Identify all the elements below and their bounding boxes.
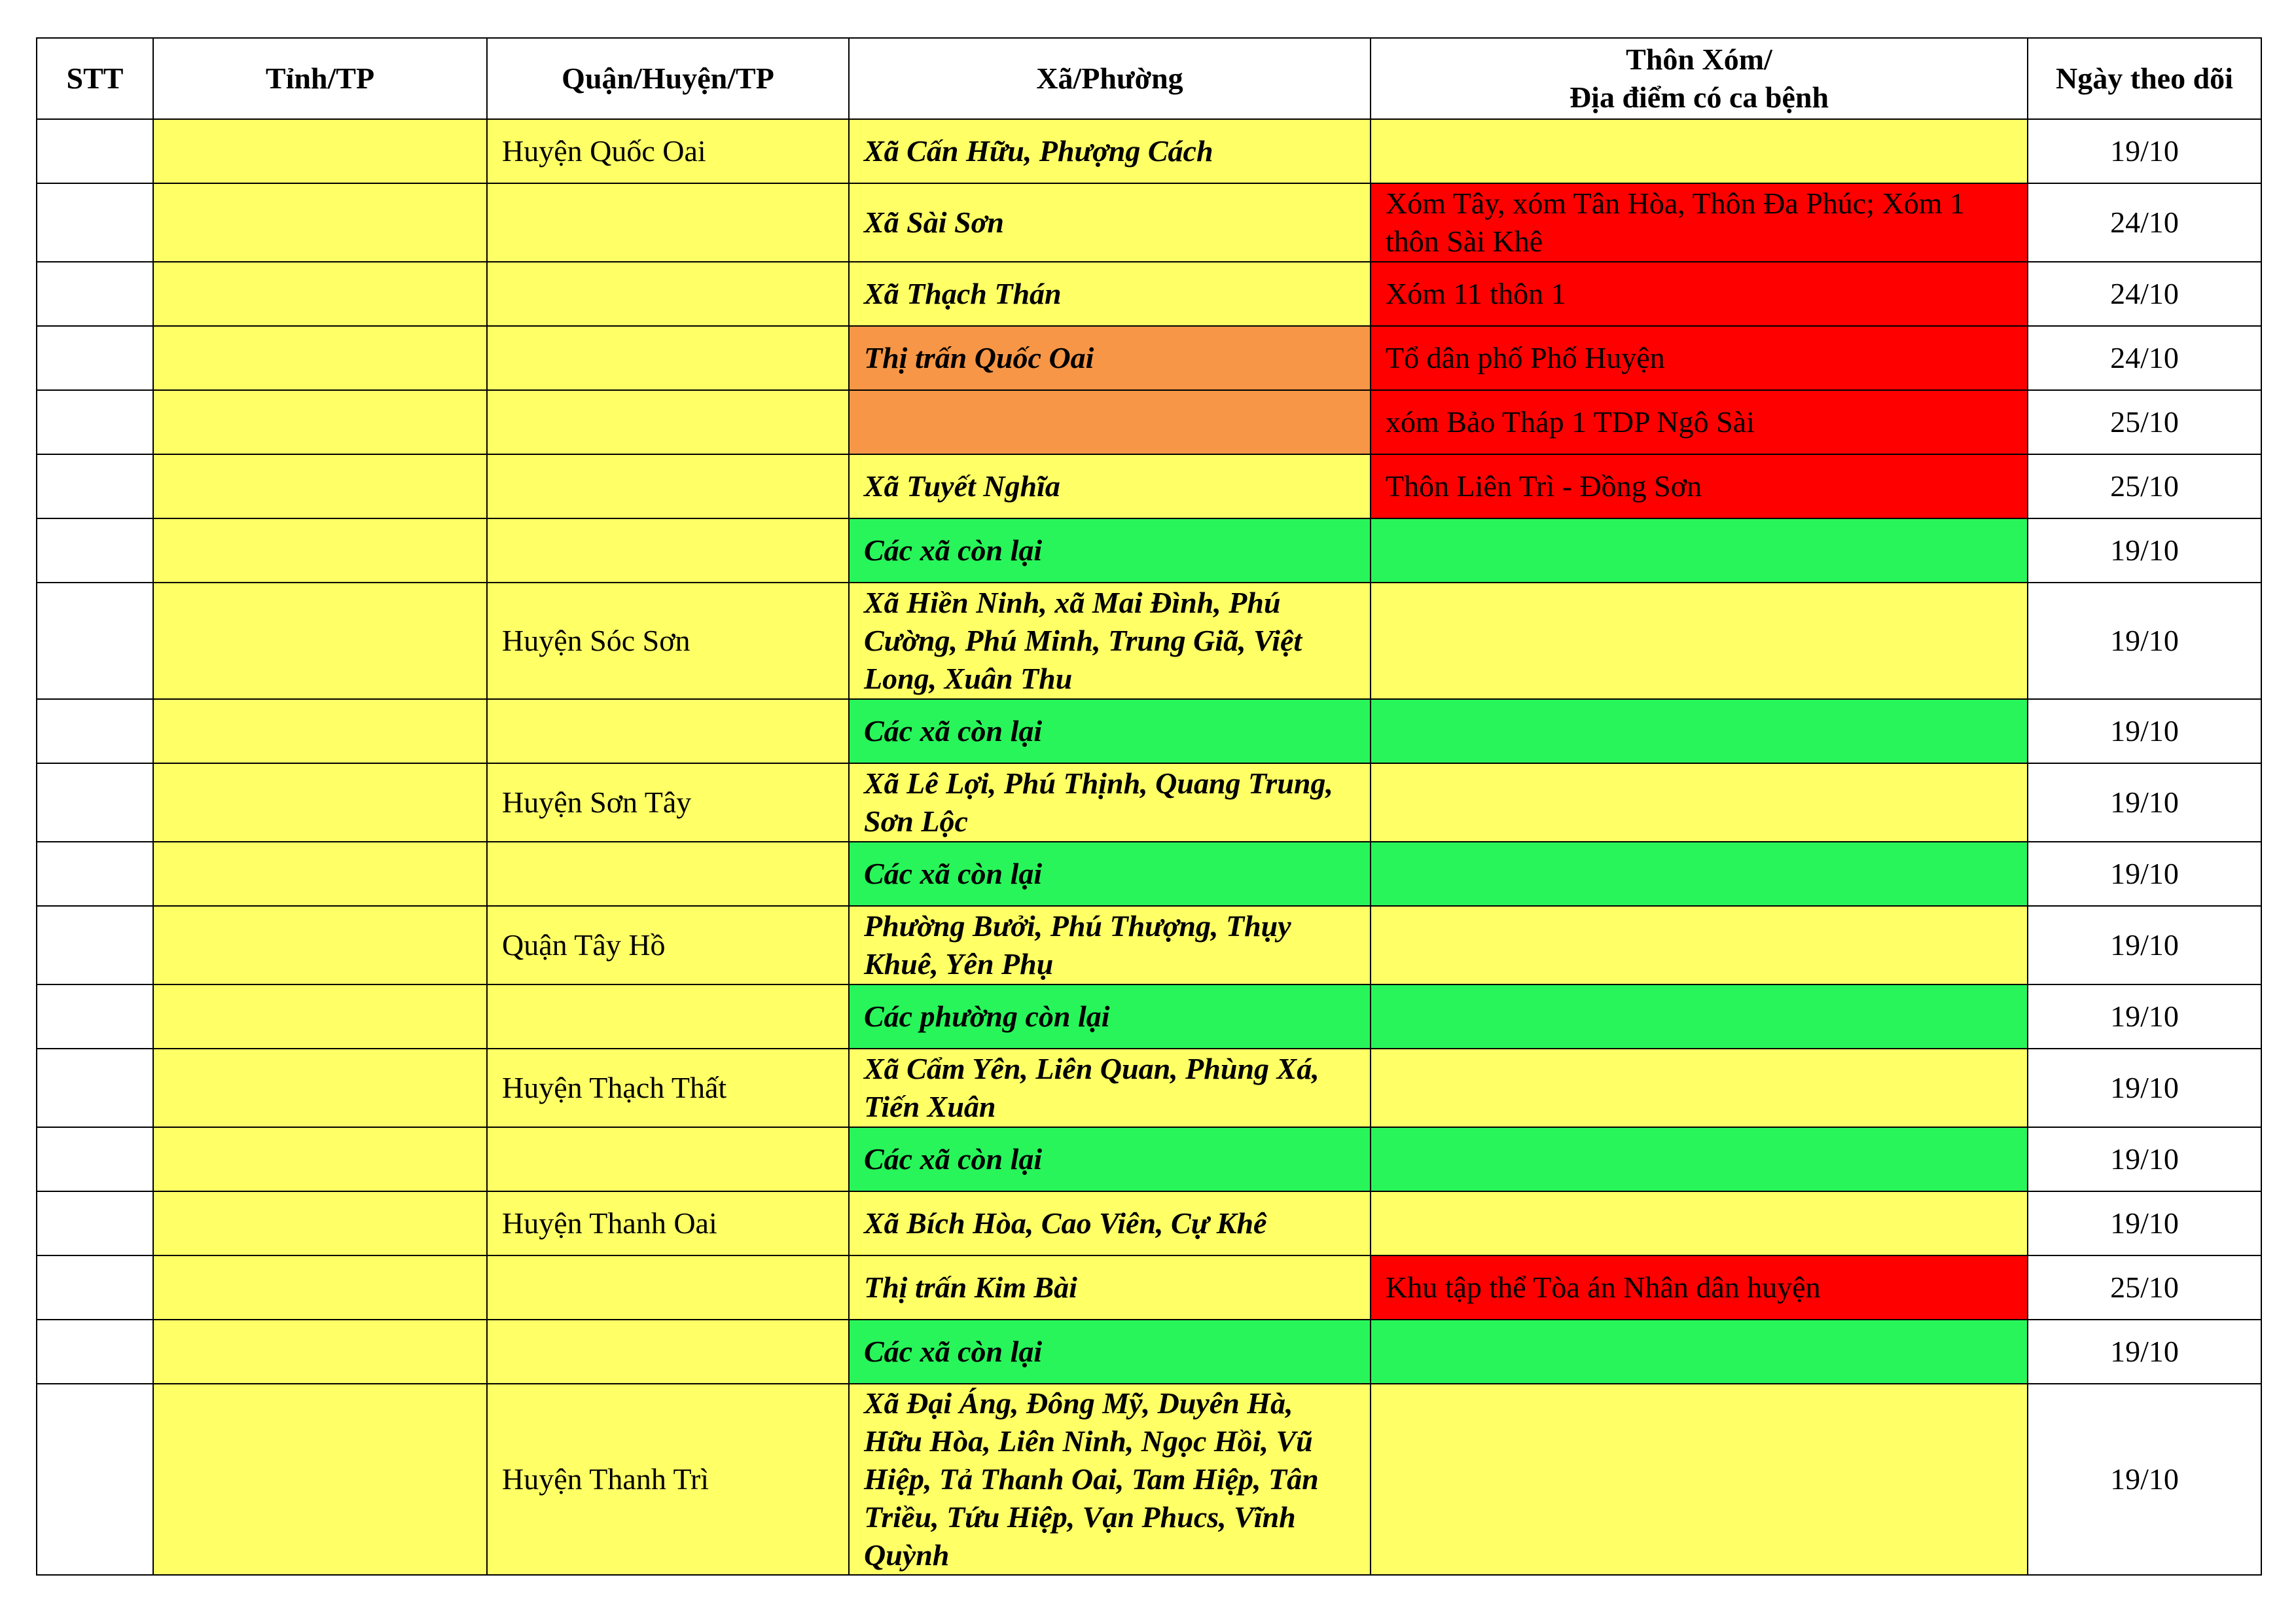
cell-tinh — [153, 1255, 487, 1320]
table-row — [37, 326, 2261, 390]
cell-thon — [1371, 763, 2028, 842]
table-row — [37, 1384, 2261, 1575]
cell-xa: Xã Thạch Thán — [849, 262, 1371, 326]
cell-stt — [37, 699, 153, 763]
cell-thon — [1371, 906, 2028, 984]
cell-stt — [37, 842, 153, 906]
cell-quan: Huyện Thanh Oai — [487, 1191, 849, 1255]
header-thon — [1371, 38, 2028, 119]
cell-stt — [37, 1049, 153, 1127]
cell-tinh — [153, 906, 487, 984]
cell-tinh — [153, 1191, 487, 1255]
cell-ngay: 19/10 — [2028, 1127, 2261, 1191]
cell-thon: Xóm Tây, xóm Tân Hòa, Thôn Đa Phúc; Xóm 1 thôn Sài Khê — [1371, 183, 2028, 262]
cell-ngay: 19/10 — [2028, 119, 2261, 183]
cell-ngay: 19/10 — [2028, 583, 2261, 699]
cell-xa: Xã Tuyết Nghĩa — [849, 454, 1371, 518]
table-row — [37, 1127, 2261, 1191]
cell-stt — [37, 119, 153, 183]
cell-stt — [37, 1384, 153, 1575]
cell-stt — [37, 518, 153, 583]
cell-xa: Thị trấn Kim Bài — [849, 1255, 1371, 1320]
cell-stt — [37, 583, 153, 699]
header-ngay: Ngày theo dõi — [2028, 38, 2261, 119]
cell-stt — [37, 763, 153, 842]
cell-ngay: 24/10 — [2028, 262, 2261, 326]
cell-quan — [487, 183, 849, 262]
cell-thon: Xóm 11 thôn 1 — [1371, 262, 2028, 326]
cell-ngay: 19/10 — [2028, 984, 2261, 1049]
cell-tinh — [153, 763, 487, 842]
cell-stt — [37, 326, 153, 390]
cell-stt — [37, 906, 153, 984]
cell-quan — [487, 984, 849, 1049]
cell-thon — [1371, 1191, 2028, 1255]
cell-xa: Xã Sài Sơn — [849, 183, 1371, 262]
cell-xa: Xã Hiền Ninh, xã Mai Đình, Phú Cường, Phú Minh, Trung Giã, Việt Long, Xuân Thu — [849, 583, 1371, 699]
header-thon-line1: Thôn Xóm/ — [1626, 43, 1772, 76]
cell-thon — [1371, 1127, 2028, 1191]
cell-thon — [1371, 1384, 2028, 1575]
cell-tinh — [153, 390, 487, 454]
cell-stt — [37, 390, 153, 454]
cell-quan — [487, 454, 849, 518]
cell-quan: Huyện Thạch Thất — [487, 1049, 849, 1127]
cell-quan — [487, 842, 849, 906]
cell-thon — [1371, 699, 2028, 763]
cell-xa: Xã Đại Áng, Đông Mỹ, Duyên Hà, Hữu Hòa, Liên Ninh, Ngọc Hồi, Vũ Hiệp, Tả Thanh Oai, Tam Hiệp, Tân Triều, Tứu Hiệp, Vạn Phucs, Vĩnh Quỳnh — [849, 1384, 1371, 1575]
cell-xa: Các phường còn lại — [849, 984, 1371, 1049]
cell-xa: Các xã còn lại — [849, 1320, 1371, 1384]
cell-stt — [37, 1127, 153, 1191]
cell-xa: Xã Bích Hòa, Cao Viên, Cự Khê — [849, 1191, 1371, 1255]
cell-tinh — [153, 183, 487, 262]
table-row — [37, 390, 2261, 454]
cell-tinh — [153, 1384, 487, 1575]
cell-quan — [487, 1127, 849, 1191]
cell-stt — [37, 454, 153, 518]
table-header — [37, 38, 2261, 119]
cell-tinh — [153, 842, 487, 906]
cell-ngay: 24/10 — [2028, 183, 2261, 262]
cell-ngay: 25/10 — [2028, 390, 2261, 454]
cell-thon — [1371, 119, 2028, 183]
table-row — [37, 1320, 2261, 1384]
cell-xa: Xã Lê Lợi, Phú Thịnh, Quang Trung, Sơn Lộc — [849, 763, 1371, 842]
cell-xa: Các xã còn lại — [849, 842, 1371, 906]
table-row — [37, 454, 2261, 518]
cell-quan — [487, 1255, 849, 1320]
cell-ngay: 19/10 — [2028, 842, 2261, 906]
cell-stt — [37, 183, 153, 262]
cell-quan: Huyện Sóc Sơn — [487, 583, 849, 699]
table-row — [37, 583, 2261, 699]
cell-tinh — [153, 1049, 487, 1127]
header-stt: STT — [37, 38, 153, 119]
table-row — [37, 1191, 2261, 1255]
table-row — [37, 699, 2261, 763]
header-quan: Quận/Huyện/TP — [487, 38, 849, 119]
cell-ngay: 19/10 — [2028, 1049, 2261, 1127]
cell-thon — [1371, 842, 2028, 906]
table-row — [37, 262, 2261, 326]
cell-quan — [487, 262, 849, 326]
covid-zone-table — [36, 37, 2262, 1576]
cell-stt — [37, 262, 153, 326]
cell-ngay: 24/10 — [2028, 326, 2261, 390]
cell-tinh — [153, 984, 487, 1049]
cell-quan — [487, 390, 849, 454]
cell-ngay: 19/10 — [2028, 699, 2261, 763]
table-row — [37, 906, 2261, 984]
table-row — [37, 1255, 2261, 1320]
cell-ngay: 25/10 — [2028, 454, 2261, 518]
cell-ngay: 19/10 — [2028, 906, 2261, 984]
header-tinh: Tỉnh/TP — [153, 38, 487, 119]
cell-tinh — [153, 262, 487, 326]
cell-ngay: 19/10 — [2028, 518, 2261, 583]
cell-quan: Quận Tây Hồ — [487, 906, 849, 984]
table-row — [37, 1049, 2261, 1127]
cell-thon: Khu tập thể Tòa án Nhân dân huyện — [1371, 1255, 2028, 1320]
cell-stt — [37, 1255, 153, 1320]
cell-xa — [849, 390, 1371, 454]
cell-tinh — [153, 1127, 487, 1191]
table-row — [37, 763, 2261, 842]
cell-stt — [37, 1320, 153, 1384]
cell-quan — [487, 326, 849, 390]
header-thon-line2: Địa điểm có ca bệnh — [1569, 81, 1829, 114]
cell-xa: Thị trấn Quốc Oai — [849, 326, 1371, 390]
cell-ngay: 25/10 — [2028, 1255, 2261, 1320]
table-row — [37, 984, 2261, 1049]
cell-quan — [487, 699, 849, 763]
header-row — [37, 38, 2261, 119]
cell-tinh — [153, 1320, 487, 1384]
cell-tinh — [153, 326, 487, 390]
cell-tinh — [153, 119, 487, 183]
cell-thon: Thôn Liên Trì - Đồng Sơn — [1371, 454, 2028, 518]
cell-ngay: 19/10 — [2028, 1384, 2261, 1575]
cell-ngay: 19/10 — [2028, 1320, 2261, 1384]
cell-quan: Huyện Thanh Trì — [487, 1384, 849, 1575]
cell-thon: Tổ dân phố Phố Huyện — [1371, 326, 2028, 390]
cell-quan — [487, 518, 849, 583]
table-row — [37, 119, 2261, 183]
cell-thon — [1371, 518, 2028, 583]
header-xa: Xã/Phường — [849, 38, 1371, 119]
table-row — [37, 183, 2261, 262]
cell-tinh — [153, 699, 487, 763]
cell-xa: Các xã còn lại — [849, 1127, 1371, 1191]
table-body — [37, 119, 2261, 1575]
cell-xa: Phường Bưởi, Phú Thượng, Thụy Khuê, Yên Phụ — [849, 906, 1371, 984]
cell-thon — [1371, 583, 2028, 699]
cell-quan — [487, 1320, 849, 1384]
cell-xa: Các xã còn lại — [849, 699, 1371, 763]
table-row — [37, 518, 2261, 583]
cell-stt — [37, 1191, 153, 1255]
cell-thon — [1371, 1049, 2028, 1127]
cell-quan: Huyện Sơn Tây — [487, 763, 849, 842]
cell-thon — [1371, 1320, 2028, 1384]
cell-tinh — [153, 518, 487, 583]
cell-tinh — [153, 583, 487, 699]
cell-quan: Huyện Quốc Oai — [487, 119, 849, 183]
cell-thon: xóm Bảo Tháp 1 TDP Ngô Sài — [1371, 390, 2028, 454]
cell-ngay: 19/10 — [2028, 1191, 2261, 1255]
cell-tinh — [153, 454, 487, 518]
cell-thon — [1371, 984, 2028, 1049]
table-row — [37, 842, 2261, 906]
cell-xa: Xã Cấn Hữu, Phượng Cách — [849, 119, 1371, 183]
cell-ngay: 19/10 — [2028, 763, 2261, 842]
cell-xa: Xã Cẩm Yên, Liên Quan, Phùng Xá, Tiến Xuân — [849, 1049, 1371, 1127]
cell-xa: Các xã còn lại — [849, 518, 1371, 583]
cell-stt — [37, 984, 153, 1049]
